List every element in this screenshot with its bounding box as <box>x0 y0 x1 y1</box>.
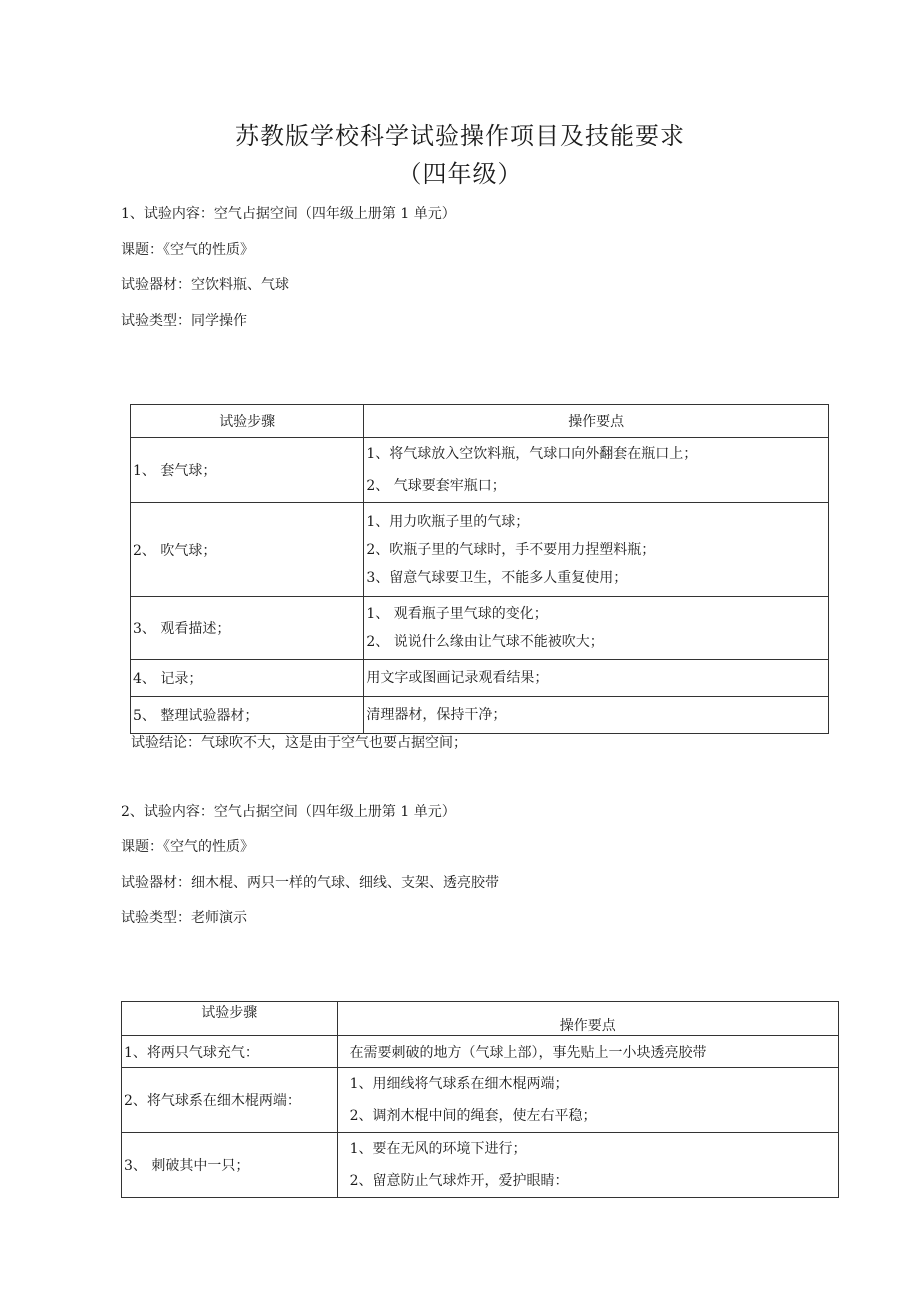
point-text: 清理器材，保持干净； <box>366 707 507 723</box>
point-text: 1、用力吹瓶子里的气球； <box>366 513 530 530</box>
point-text: 1、 观看瓶子里气球的变化； <box>366 606 548 622</box>
point-text: 2、吹瓶子里的气球时，手不要用力捏塑料瓶； <box>366 541 656 558</box>
table-row <box>131 697 829 734</box>
table-row <box>122 1133 839 1198</box>
point-text: 在需要刺破的地方（气球上部），事先贴上一小块透亮胶带 <box>349 1044 707 1061</box>
exp1-materials: 试验器材：空饮料瓶、气球 <box>121 277 289 293</box>
points-cell <box>337 1133 838 1198</box>
table-row <box>131 503 829 597</box>
exp1-type: 试验类型：同学操作 <box>121 313 247 329</box>
step-cell: 2、 吹气球； <box>131 503 364 597</box>
header-points: 操作要点 <box>337 1002 838 1036</box>
table-row <box>122 1068 839 1133</box>
point-text: 2、调剂木棍中间的绳套，使左右平稳； <box>349 1108 597 1124</box>
header-step: 试验步骤 <box>122 1002 338 1036</box>
point-text: 1、要在无风的环境下进行； <box>349 1141 527 1157</box>
point-text: 2、留意防止气球炸开，爱护眼睛： <box>349 1173 569 1189</box>
table-row <box>131 660 829 697</box>
header-points: 操作要点 <box>364 405 829 438</box>
points-cell <box>337 1036 838 1068</box>
points-cell <box>364 503 829 597</box>
points-cell <box>337 1068 838 1133</box>
points-cell <box>364 697 829 734</box>
step-cell: 4、 记录； <box>131 660 364 697</box>
points-cell <box>364 438 829 503</box>
exp1-content: 1、试验内容：空气占据空间（四年级上册第 1 单元） <box>121 206 456 222</box>
exp2-materials: 试验器材：细木棍、两只一样的气球、细线、支架、透亮胶带 <box>121 875 499 891</box>
points-cell <box>364 660 829 697</box>
step-cell: 1、 套气球； <box>131 438 364 503</box>
table-header-row <box>122 1002 839 1036</box>
table-row <box>122 1036 839 1068</box>
table-row <box>131 597 829 660</box>
step-cell: 1、将两只气球充气： <box>122 1036 338 1068</box>
exp2-lesson: 课题：《空气的性质》 <box>121 839 254 855</box>
exp1-steps-table <box>130 404 829 734</box>
point-text: 1、将气球放入空饮料瓶，气球口向外翻套在瓶口上； <box>366 446 698 462</box>
table-header-row <box>131 405 829 438</box>
point-text: 1、用细线将气球系在细木棍两端； <box>349 1076 569 1092</box>
exp2-content: 2、试验内容：空气占据空间（四年级上册第 1 单元） <box>121 804 456 820</box>
page-title: 苏教版学校科学试验操作项目及技能要求 <box>235 122 685 150</box>
point-text: 3、留意气球要卫生，不能多人重复使用； <box>366 569 628 586</box>
points-cell <box>364 597 829 660</box>
point-text: 用文字或图画记录观看结果； <box>366 670 549 686</box>
table-row <box>131 438 829 503</box>
exp2-steps-table <box>121 1001 839 1198</box>
header-step: 试验步骤 <box>131 405 364 438</box>
exp1-conclusion: 试验结论：气球吹不大，这是由于空气也要占据空间； <box>131 735 467 751</box>
point-text: 2、 气球要套牢瓶口； <box>366 478 506 494</box>
step-cell: 3、 观看描述； <box>131 597 364 660</box>
exp2-type: 试验类型：老师演示 <box>121 910 247 926</box>
page-subtitle: （四年级） <box>397 160 523 188</box>
step-cell: 2、将气球系在细木棍两端： <box>122 1068 338 1133</box>
step-cell: 3、 刺破其中一只； <box>122 1133 338 1198</box>
exp1-lesson: 课题：《空气的性质》 <box>121 242 254 258</box>
point-text: 2、 说说什么缘由让气球不能被吹大； <box>366 634 604 650</box>
step-cell: 5、 整理试验器材； <box>131 697 364 734</box>
